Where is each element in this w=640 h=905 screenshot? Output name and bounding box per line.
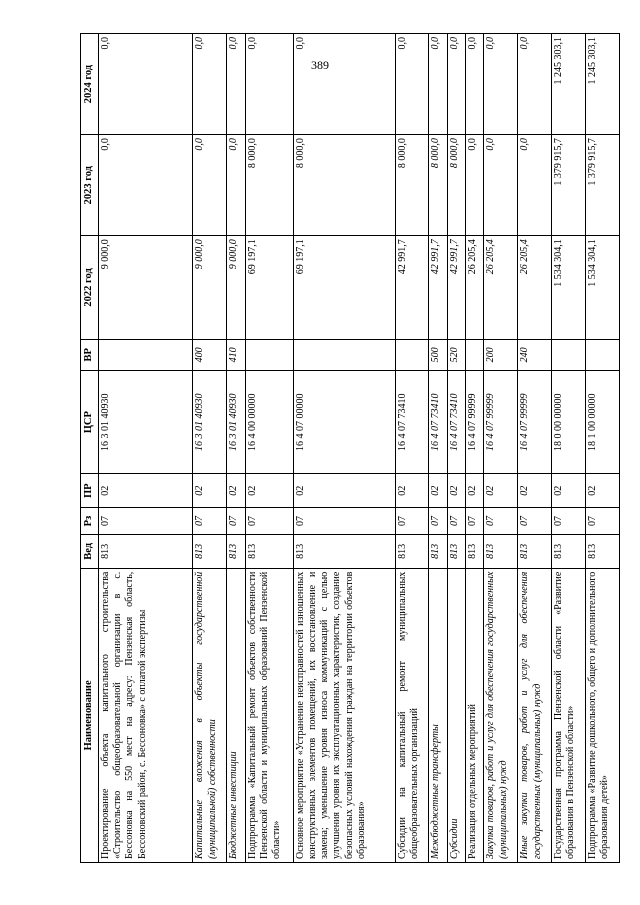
header-row [81,34,99,863]
cell-name: Межбюджетные трансферты [429,568,447,862]
cell-y2022: 69 197,1 [293,236,395,339]
cell-pr: 02 [99,474,193,508]
cell-vr [395,339,429,370]
cell-y2023: 8 000,0 [395,135,429,236]
column-header-ved: Вед [81,535,99,569]
cell-pr: 02 [466,474,484,508]
cell-ved: 813 [227,535,245,569]
cell-rz: 07 [552,508,586,535]
table-row [484,34,518,863]
cell-rz: 07 [447,508,465,535]
cell-name: Основное мероприятие «Устранение неисправностей изношенных конструктивных элементов помещений, их восстановление и замена; уменьшение уровня износа коммуникаций с целью улучшения уровня их эксплуатационных характеристик, создание безопасных условий нахождения граждан на территории объектов образования» [293,568,395,862]
cell-rz: 07 [99,508,193,535]
cell-y2022: 26 205,4 [484,236,518,339]
column-header-y2022: 2022 год [81,236,99,339]
table-row [193,34,227,863]
cell-y2024: 0,0 [447,34,465,135]
cell-rz: 07 [227,508,245,535]
cell-csr: 16 4 07 73410 [429,371,447,474]
cell-name: Реализация отдельных мероприятий [466,568,484,862]
cell-ved: 813 [466,535,484,569]
table-row [245,34,293,863]
cell-y2023: 0,0 [99,135,193,236]
cell-vr [586,339,620,370]
cell-rz: 07 [193,508,227,535]
cell-vr: 200 [484,339,518,370]
column-header-rz: Рз [81,508,99,535]
cell-csr: 16 4 07 73410 [447,371,465,474]
cell-rz: 07 [466,508,484,535]
cell-y2024: 0,0 [293,34,395,135]
cell-y2023: 0,0 [193,135,227,236]
cell-pr: 02 [293,474,395,508]
cell-y2022: 42 991,7 [447,236,465,339]
column-header-name: Наименование [81,568,99,862]
cell-y2022: 26 205,4 [466,236,484,339]
cell-y2023: 8 000,0 [293,135,395,236]
table-row [395,34,429,863]
cell-y2023: 0,0 [227,135,245,236]
cell-rz: 07 [293,508,395,535]
cell-y2022: 9 000,0 [227,236,245,339]
budget-table [80,33,620,863]
cell-pr: 02 [552,474,586,508]
cell-ved: 813 [586,535,620,569]
cell-y2024: 0,0 [518,34,552,135]
cell-vr: 410 [227,339,245,370]
cell-pr: 02 [484,474,518,508]
cell-pr: 02 [518,474,552,508]
cell-y2022: 1 534 304,1 [552,236,586,339]
column-header-vr: ВР [81,339,99,370]
cell-vr: 500 [429,339,447,370]
cell-ved: 813 [293,535,395,569]
cell-ved: 813 [193,535,227,569]
table-row [552,34,586,863]
cell-y2022: 9 000,0 [193,236,227,339]
rotated-budget-table-container [80,33,620,863]
table-row [447,34,465,863]
cell-y2023: 1 379 915,7 [586,135,620,236]
cell-pr: 02 [193,474,227,508]
cell-csr: 16 4 07 73410 [395,371,429,474]
cell-csr: 16 3 01 40930 [227,371,245,474]
cell-ved: 813 [447,535,465,569]
cell-vr: 240 [518,339,552,370]
cell-rz: 07 [518,508,552,535]
cell-y2024: 1 245 303,1 [586,34,620,135]
cell-csr: 18 0 00 00000 [552,371,586,474]
cell-y2024: 0,0 [484,34,518,135]
cell-name: Иные закупки товаров, работ и услуг для обеспечения государственных (муниципальных) нужд [518,568,552,862]
cell-y2024: 0,0 [227,34,245,135]
cell-pr: 02 [586,474,620,508]
cell-vr [293,339,395,370]
cell-name: Капитальные вложения в объекты государственной (муниципальной) собственности [193,568,227,862]
table-row [99,34,193,863]
cell-y2023: 0,0 [484,135,518,236]
cell-csr: 18 1 00 00000 [586,371,620,474]
cell-csr: 16 4 00 00000 [245,371,293,474]
cell-ved: 813 [99,535,193,569]
cell-y2024: 0,0 [395,34,429,135]
cell-y2024: 0,0 [193,34,227,135]
cell-y2022: 9 000,0 [99,236,193,339]
table-row [586,34,620,863]
column-header-y2023: 2023 год [81,135,99,236]
cell-name: Субсидии на капитальный ремонт муниципальных общеобразовательных организаций [395,568,429,862]
cell-pr: 02 [429,474,447,508]
cell-rz: 07 [429,508,447,535]
cell-rz: 07 [586,508,620,535]
cell-name: Подпрограмма «Развитие дошкольного, общего и дополнительного образования детей» [586,568,620,862]
cell-y2023: 8 000,0 [447,135,465,236]
cell-y2024: 0,0 [245,34,293,135]
cell-ved: 813 [395,535,429,569]
cell-y2022: 42 991,7 [395,236,429,339]
cell-y2023: 0,0 [466,135,484,236]
cell-y2022: 69 197,1 [245,236,293,339]
cell-y2024: 0,0 [429,34,447,135]
cell-csr: 16 3 01 40930 [99,371,193,474]
cell-y2024: 0,0 [99,34,193,135]
cell-name: Государственная программа Пензенской области «Развитие образования в Пензенской области» [552,568,586,862]
cell-ved: 813 [245,535,293,569]
table-row [293,34,395,863]
cell-name: Закупка товаров, работ и услуг для обеспечения государственных (муниципальных) нужд [484,568,518,862]
cell-y2024: 1 245 303,1 [552,34,586,135]
column-header-csr: ЦСР [81,371,99,474]
cell-rz: 07 [395,508,429,535]
cell-y2023: 0,0 [518,135,552,236]
table-row [429,34,447,863]
column-header-pr: ПР [81,474,99,508]
cell-csr: 16 4 07 99999 [484,371,518,474]
cell-name: Бюджетные инвестиции [227,568,245,862]
cell-y2024: 0,0 [466,34,484,135]
table-row [466,34,484,863]
cell-y2023: 8 000,0 [245,135,293,236]
cell-pr: 02 [245,474,293,508]
cell-ved: 813 [518,535,552,569]
cell-vr: 400 [193,339,227,370]
cell-y2022: 26 205,4 [518,236,552,339]
cell-vr [245,339,293,370]
cell-rz: 07 [245,508,293,535]
cell-y2023: 8 000,0 [429,135,447,236]
table-row [518,34,552,863]
cell-csr: 16 3 01 40930 [193,371,227,474]
cell-csr: 16 4 07 00000 [293,371,395,474]
cell-pr: 02 [227,474,245,508]
cell-ved: 813 [552,535,586,569]
cell-rz: 07 [484,508,518,535]
table-row [227,34,245,863]
cell-csr: 16 4 07 99999 [466,371,484,474]
cell-vr [99,339,193,370]
cell-y2022: 1 534 304,1 [586,236,620,339]
cell-vr [466,339,484,370]
cell-csr: 16 4 07 99999 [518,371,552,474]
page-number: 389 [311,58,329,72]
cell-pr: 02 [447,474,465,508]
cell-vr: 520 [447,339,465,370]
cell-name: Субсидии [447,568,465,862]
cell-y2023: 1 379 915,7 [552,135,586,236]
cell-vr [552,339,586,370]
column-header-y2024: 2024 год [81,34,99,135]
cell-name: Проектирование объекта капитального строительства «Строительство общеобразовательной организации в с. Бессоновка на 550 мест на адресу: Пензенская область, Бессоновский район, с. Бессоновка» с оплатой экспертизы [99,568,193,862]
cell-ved: 813 [429,535,447,569]
cell-y2022: 42 991,7 [429,236,447,339]
cell-ved: 813 [484,535,518,569]
cell-name: Подпрограмма «Капитальный ремонт объектов собственности Пензенской области и муниципальных образований Пензенской области» [245,568,293,862]
cell-pr: 02 [395,474,429,508]
